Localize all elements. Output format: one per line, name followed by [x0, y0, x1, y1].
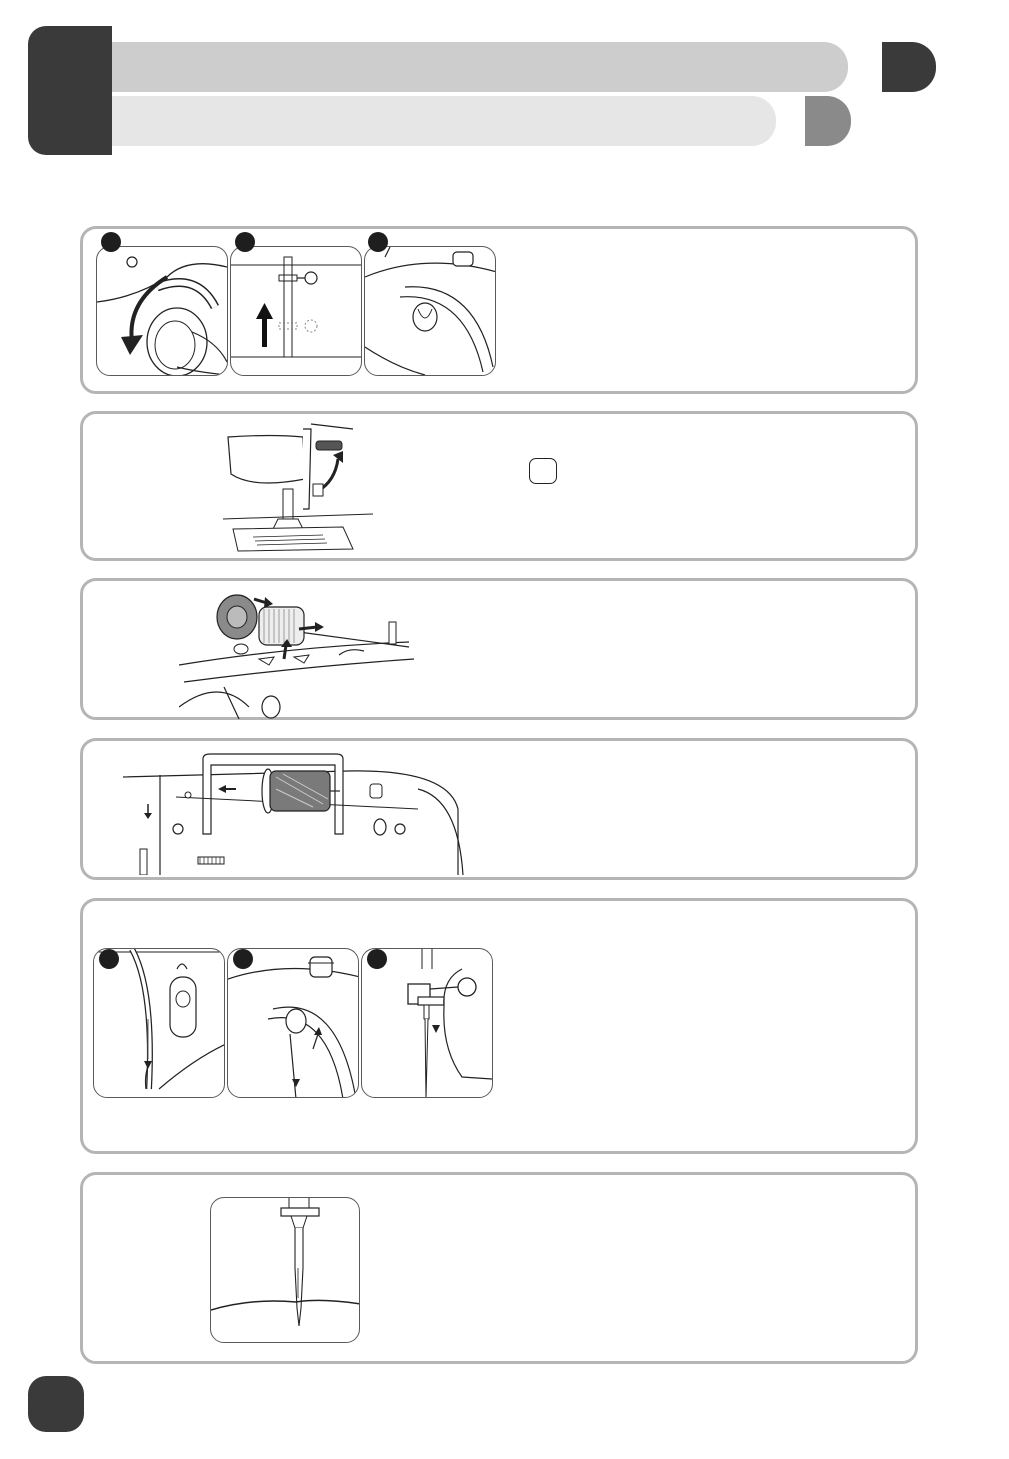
- handwheel-rotate-icon: [96, 246, 228, 376]
- step-4-panel: [80, 738, 918, 880]
- step-badge: [101, 232, 121, 252]
- thread-guide-loop-icon: [227, 948, 359, 1098]
- header-block: [28, 26, 112, 155]
- step-badge: [99, 949, 119, 969]
- needle-clamp-icon: [361, 948, 493, 1098]
- header-bar-primary: [112, 42, 848, 92]
- thread-path-top-icon: [118, 749, 478, 875]
- needle-raise-icon: [230, 246, 362, 376]
- step-2-panel: [80, 411, 918, 561]
- take-up-lever-icon: [93, 948, 225, 1098]
- step-3-panel: [80, 578, 918, 720]
- spool-pin-icon: [179, 587, 419, 719]
- header-tab-dark: [882, 42, 936, 92]
- step-5-panel: [80, 898, 918, 1154]
- header-bar-secondary: [112, 96, 776, 146]
- step-badge: [368, 232, 388, 252]
- step-badge: [235, 232, 255, 252]
- key-symbol: [529, 458, 557, 484]
- step-badge: [367, 949, 387, 969]
- step-badge: [233, 949, 253, 969]
- needle-eye-icon: [210, 1197, 360, 1343]
- page-number-tab: [28, 1376, 84, 1432]
- thread-guide-icon: [364, 246, 496, 376]
- step-1-panel: [80, 226, 918, 394]
- presser-foot-lever-icon: [223, 419, 373, 559]
- header-tab-mid: [805, 96, 851, 146]
- step-6-panel: [80, 1172, 918, 1364]
